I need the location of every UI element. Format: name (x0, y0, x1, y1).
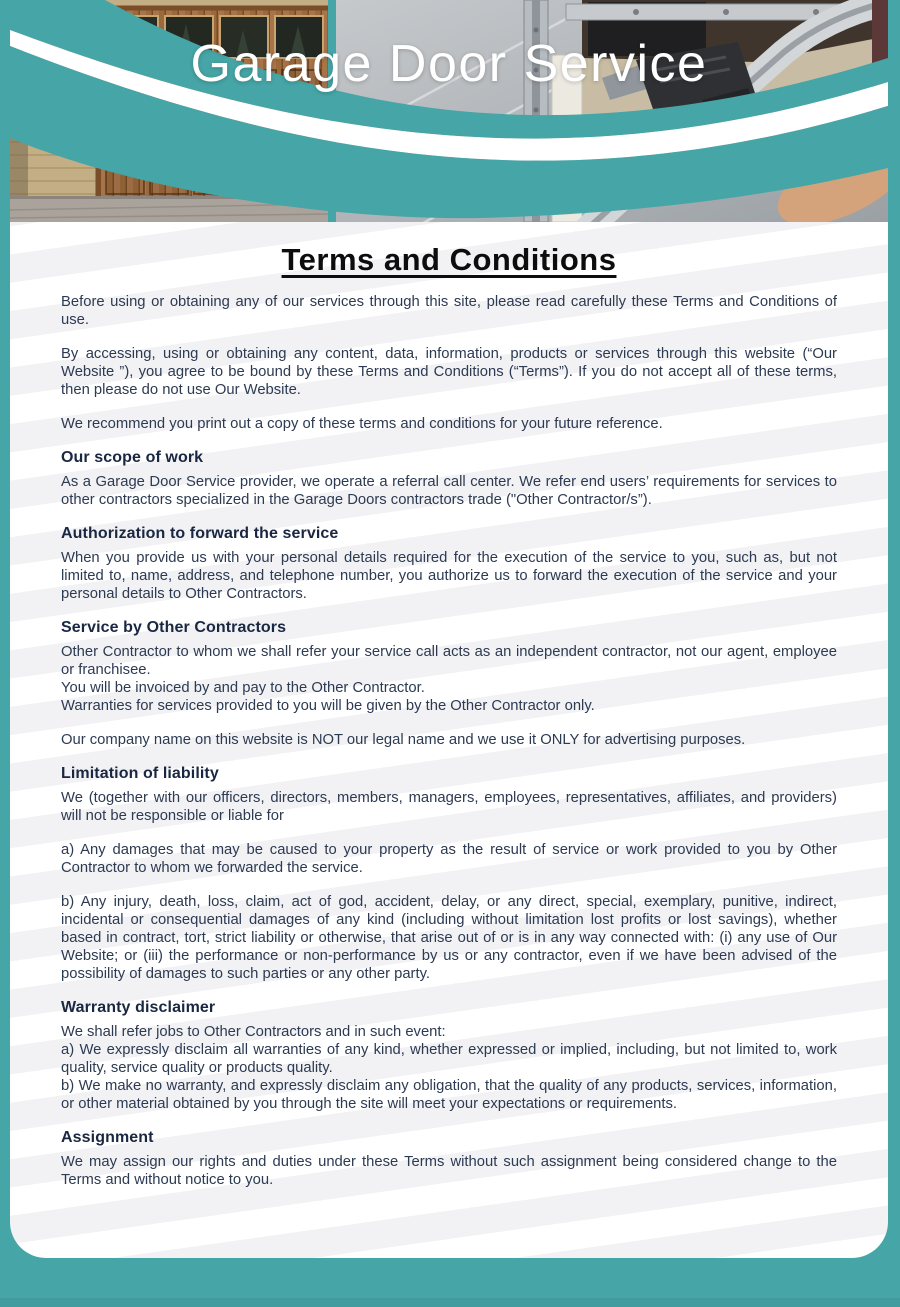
paragraph-line: b) We make no warranty, and expressly disclaim any obligation, that the quality of any products, services, information, or other material obtained by you through the site will meet your expectations or requirements. (61, 1078, 837, 1112)
paragraph-line: b) Any injury, death, loss, claim, act of god, accident, delay, or any direct, special, exemplary, punitive, indirect, incidental or consequential damages of any kind (including without limitation lost profits or lost savings), whether based in contract, tort, strict liability or otherwise, that arise out of or is in any way connected with: (i) any use of Our Website; or (iii) the performance or non-performance by us or any contractor, even if we have been advised of the possibility of damages to such parties or any other party. (61, 894, 837, 982)
section-heading: Warranty disclaimer (61, 999, 216, 1016)
paragraph-line: You will be invoiced by and pay to the Other Contractor. (61, 680, 425, 696)
paragraph (61, 1023, 837, 1113)
paragraph-line: When you provide us with your personal details required for the execution of the service to you, such as, but not limited to, name, address, and telephone number, you authorize us to forward the execution of the service and your personal details to Other Contractors. (61, 550, 837, 602)
terms-section-warranty (61, 999, 837, 1113)
paragraph-line: We may assign our rights and duties under these Terms without such assignment being considered change to the Terms and without notice to you. (61, 1154, 837, 1188)
paragraph (61, 549, 837, 603)
terms-document (10, 242, 888, 1189)
paragraph-line: By accessing, using or obtaining any content, data, information, products or services through this website (“Our Website ”), you agree to be bound by these Terms and Conditions (“Terms”). If you do not accept all of these terms, then please do not use Our Website. (61, 346, 837, 398)
terms-section-scope (61, 449, 837, 509)
terms-title: Terms and Conditions (281, 242, 617, 277)
section-heading: Service by Other Contractors (61, 619, 287, 636)
terms-section-authorization (61, 525, 837, 603)
paragraph-line: We shall refer jobs to Other Contractors and in such event: (61, 1024, 446, 1040)
intro-paragraph (61, 415, 837, 433)
terms-section-assignment (61, 1129, 837, 1189)
paragraph-line: Other Contractor to whom we shall refer your service call acts as an independent contractor, not our agent, employee or franchisee. (61, 644, 837, 678)
paragraph (61, 789, 837, 825)
footer-band (0, 1298, 900, 1307)
paragraph-line: We (together with our officers, directors, members, managers, employees, representatives, affiliates, and providers) will not be responsible or liable for (61, 790, 837, 824)
section-heading: Our scope of work (61, 449, 204, 466)
section-heading: Assignment (61, 1129, 154, 1146)
header-banner (10, 0, 888, 222)
paragraph-line: a) We expressly disclaim all warranties of any kind, whether expressed or implied, including, but not limited to, work quality, service quality or products quality. (61, 1042, 837, 1076)
terms-section-liability (61, 765, 837, 983)
paragraph (61, 643, 837, 715)
paragraph-line: Before using or obtaining any of our services through this site, please read carefully these Terms and Conditions of use. (61, 294, 837, 328)
paragraph-line: Warranties for services provided to you will be given by the Other Contractor only. (61, 698, 595, 714)
paragraph-line: We recommend you print out a copy of these terms and conditions for your future reference. (61, 416, 663, 432)
paragraph-line: a) Any damages that may be caused to your property as the result of service or work provided to you by Other Contractor to whom we forwarded the service. (61, 842, 837, 876)
paragraph-line: As a Garage Door Service provider, we operate a referral call center. We refer end users’ requirements for services to other contractors specialized in the Garage Doors contractors trade ("Other Contractor/s”). (61, 474, 837, 508)
paragraph (61, 841, 837, 877)
section-heading: Authorization to forward the service (61, 525, 339, 542)
content-panel (10, 0, 888, 1258)
paragraph (61, 1153, 837, 1189)
intro-paragraph (61, 345, 837, 399)
paragraph (61, 473, 837, 509)
paragraph-line: Our company name on this website is NOT our legal name and we use it ONLY for advertising purposes. (61, 732, 746, 748)
brand-title: Garage Door Service (190, 35, 708, 93)
section-heading: Limitation of liability (61, 765, 219, 782)
paragraph (61, 731, 837, 749)
intro-paragraph (61, 293, 837, 329)
paragraph (61, 893, 837, 983)
terms-section-service (61, 619, 837, 749)
